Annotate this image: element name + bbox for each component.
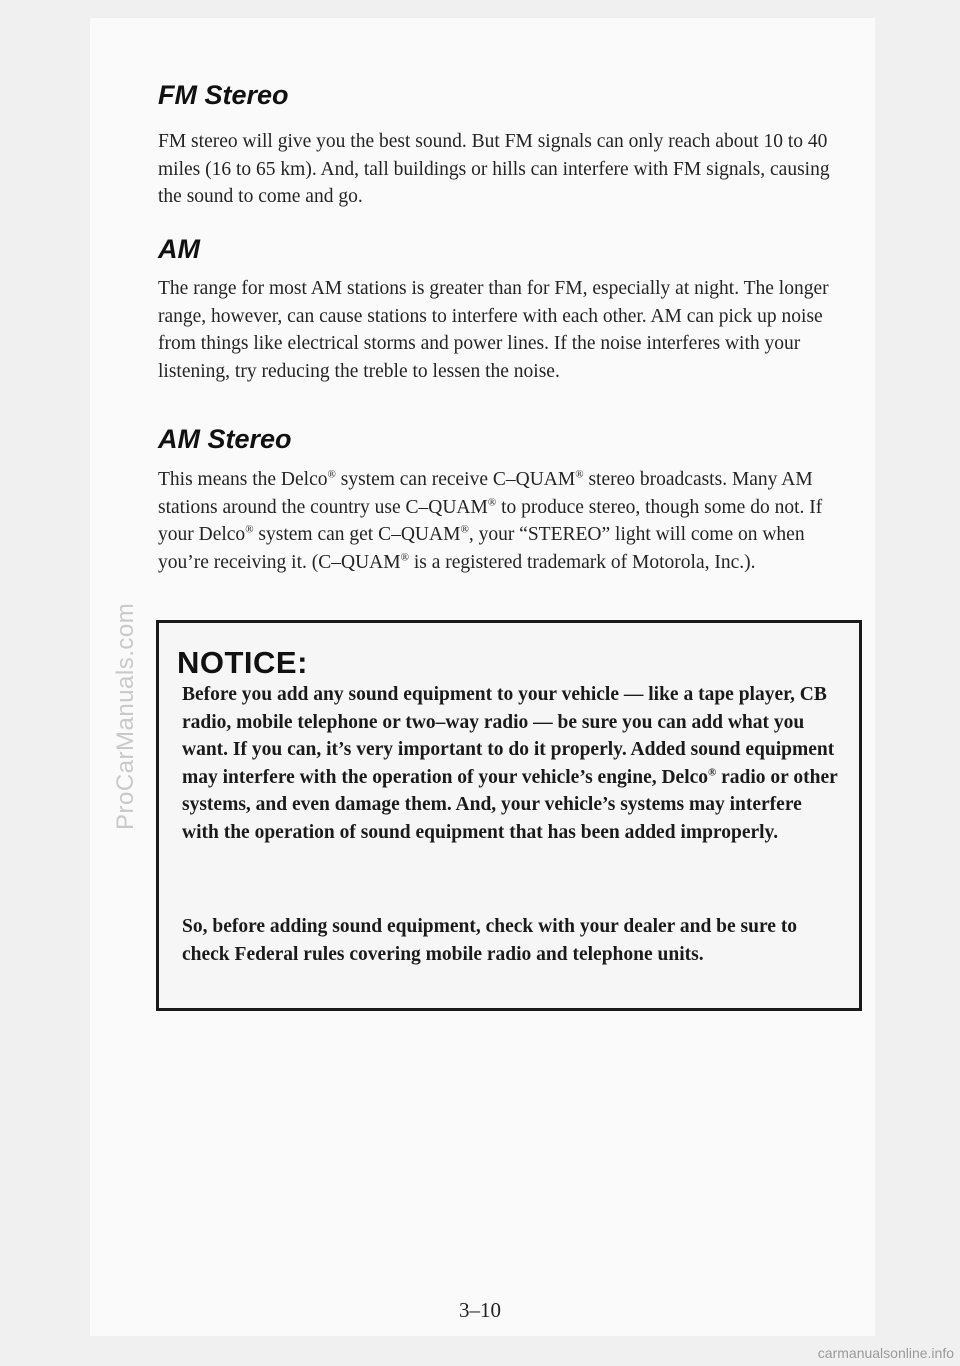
notice-paragraph-1: Before you add any sound equipment to your vehicle — like a tape player, CB radio, mobile telephone or two–way radio — be sure you can add what you want. If you can, it’s very important to do it properly. Added sound equipment may interfere with the operation of your vehicle’s engine, Delco® radio or other systems, and even damage them. And, your vehicle’s systems may interfere with the operation of sound equipment that has been added improperly.	[182, 684, 838, 843]
page-number: 3–10	[459, 1298, 501, 1322]
registered-mark: ®	[245, 523, 254, 536]
registered-mark: ®	[327, 468, 336, 481]
registered-mark: ®	[487, 496, 497, 508]
fm-stereo-heading: FM Stereo	[158, 80, 289, 110]
registered-mark: ®	[460, 523, 469, 536]
am-body: The range for most AM stations is greater than for FM, especially at night. The longer range, however, can cause stations to interfere with each other. AM can pick up noise from things like electrical storms and power lines. If the noise interferes with your listening, try reducing the treble to lessen the noise.	[158, 278, 829, 382]
registered-mark: ®	[400, 551, 409, 563]
notice-title: NOTICE:	[177, 645, 308, 680]
registered-mark: ®	[708, 766, 717, 778]
notice-box	[156, 620, 862, 1011]
footer-watermark: carmanualsonline.info	[817, 1345, 954, 1361]
registered-mark: ®	[575, 468, 584, 481]
fm-stereo-body: FM stereo will give you the best sound. But FM signals can only reach about 10 to 40 miles (16 to 65 km). And, tall buildings or hills can interfere with FM signals, causing the sound to come and go.	[158, 131, 830, 207]
am-heading: AM	[158, 234, 200, 264]
am-stereo-heading: AM Stereo	[158, 424, 292, 454]
notice-paragraph-2: So, before adding sound equipment, check with your dealer and be sure to check Federal rules covering mobile radio and telephone units.	[182, 916, 798, 965]
am-stereo-body: This means the Delco® system can receive C–QUAM® stereo broadcasts. Many AM stations around the country use C–QUAM® to produce stereo, though some do not. If your Delco® system can get C–QUAM®, your “STEREO” light will come on when you’re receiving it. (C–QUAM® is a registered trademark of Motorola, Inc.).	[158, 468, 823, 573]
watermark-text: ProCarManuals.com	[112, 602, 139, 830]
